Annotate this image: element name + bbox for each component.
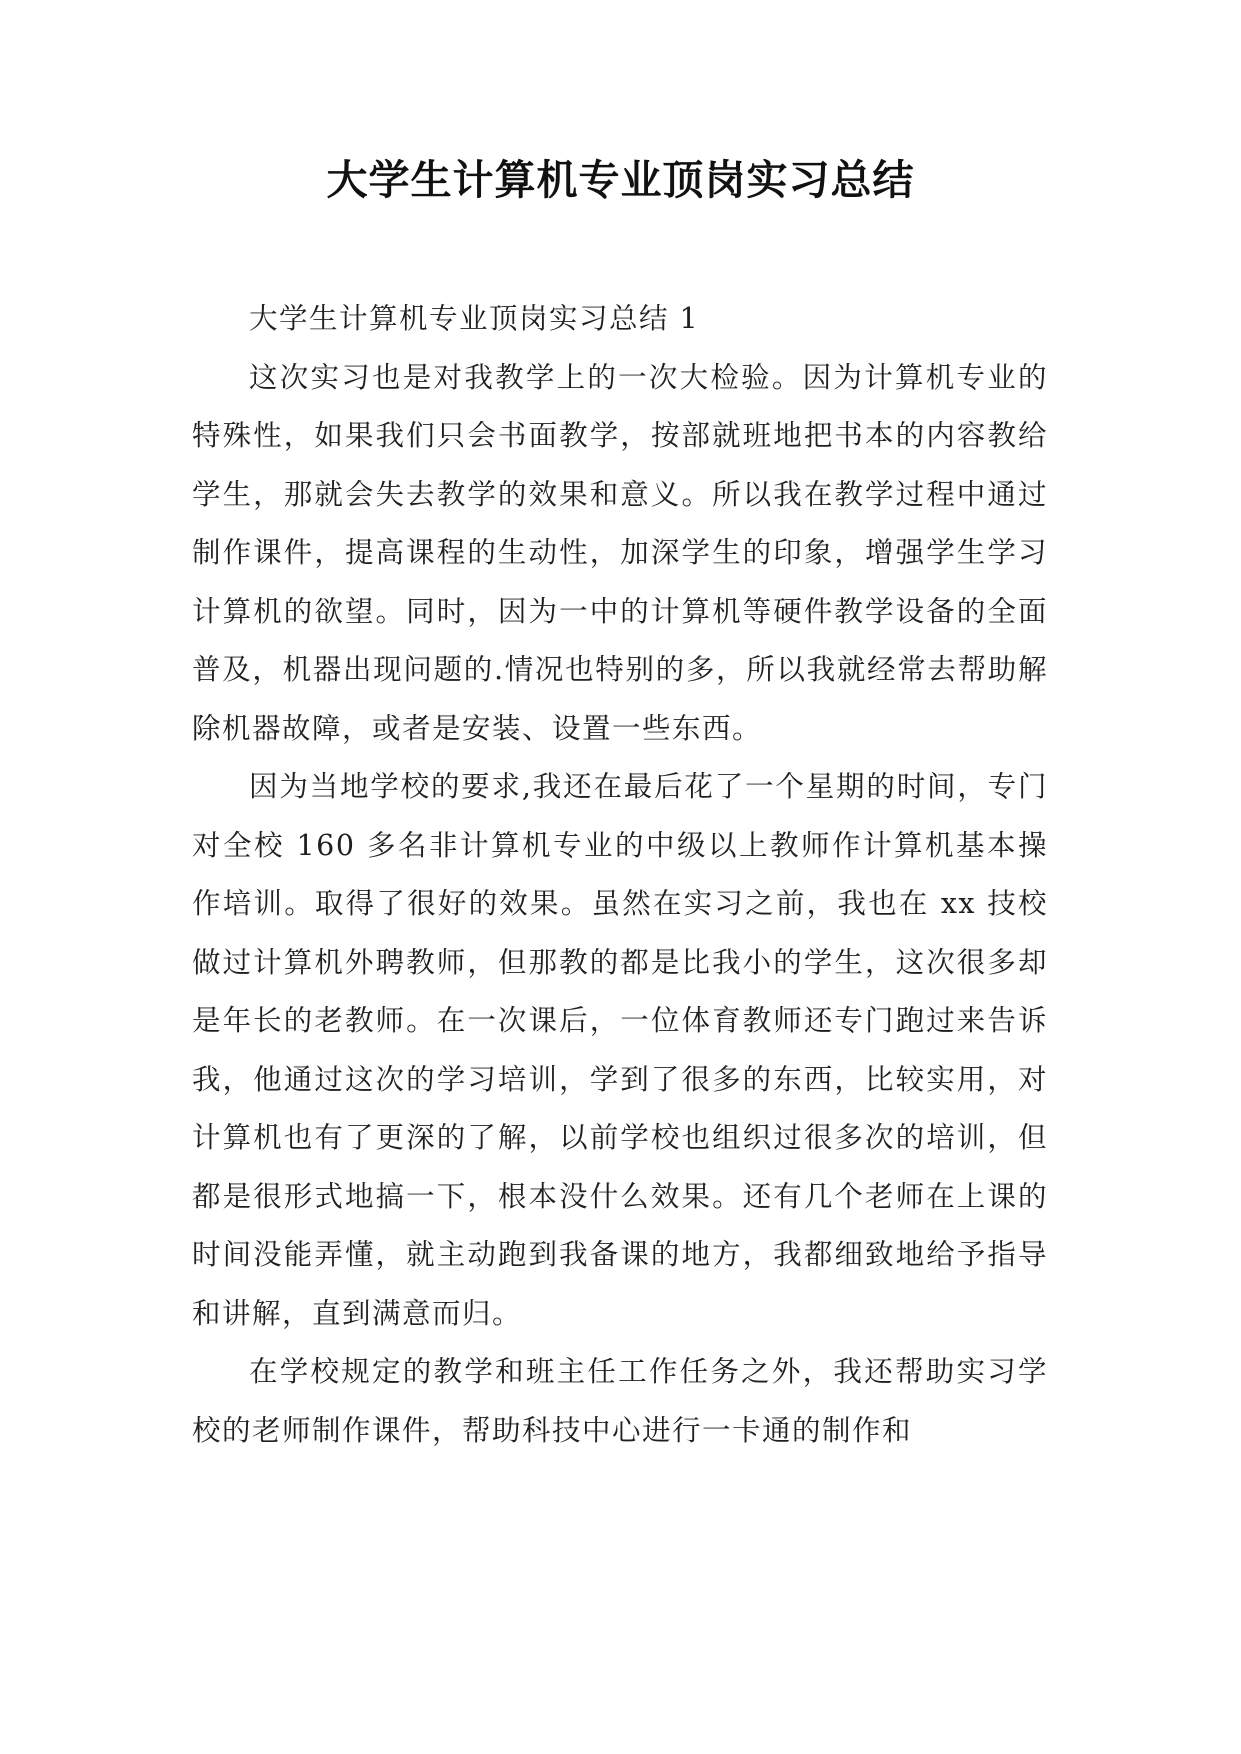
paragraph-2: 因为当地学校的要求,我还在最后花了一个星期的时间，专门对全校 160 多名非计算机专业的中级以上教师作计算机基本操作培训。取得了很好的效果。虽然在实习之前，我也在 xx 技校做过计算机外聘教师，但那教的都是比我小的学生，这次很多却是年长的老教师。在一次课后，一位体育教师还专门跑过来告诉我，他通过这次的学习培训，学到了很多的东西，比较实用，对计算机也有了更深的了解，以前学校也组织过很多次的培训，但都是很形式地搞一下，根本没什么效果。还有几个老师在上课的时间没能弄懂，就主动跑到我备课的地方，我都细致地给予指导和讲解，直到满意而归。 (192, 770, 1048, 1330)
document-title: 大学生计算机专业顶岗实习总结 (326, 156, 915, 204)
paragraph-3: 在学校规定的教学和班主任工作任务之外，我还帮助实习学校的老师制作课件，帮助科技中心进行一卡通的制作和 (192, 1355, 1048, 1447)
document-body (192, 290, 1048, 1460)
section-heading: 大学生计算机专业顶岗实习总结 1 (249, 302, 700, 335)
paragraph-1: 这次实习也是对我教学上的一次大检验。因为计算机专业的特殊性，如果我们只会书面教学，按部就班地把书本的内容教给学生，那就会失去教学的效果和意义。所以我在教学过程中通过制作课件，提高课程的生动性，加深学生的印象，增强学生学习计算机的欲望。同时，因为一中的计算机等硬件教学设备的全面普及，机器出现问题的.情况也特别的多，所以我就经常去帮助解除机器故障，或者是安装、设置一些东西。 (192, 360, 1048, 745)
